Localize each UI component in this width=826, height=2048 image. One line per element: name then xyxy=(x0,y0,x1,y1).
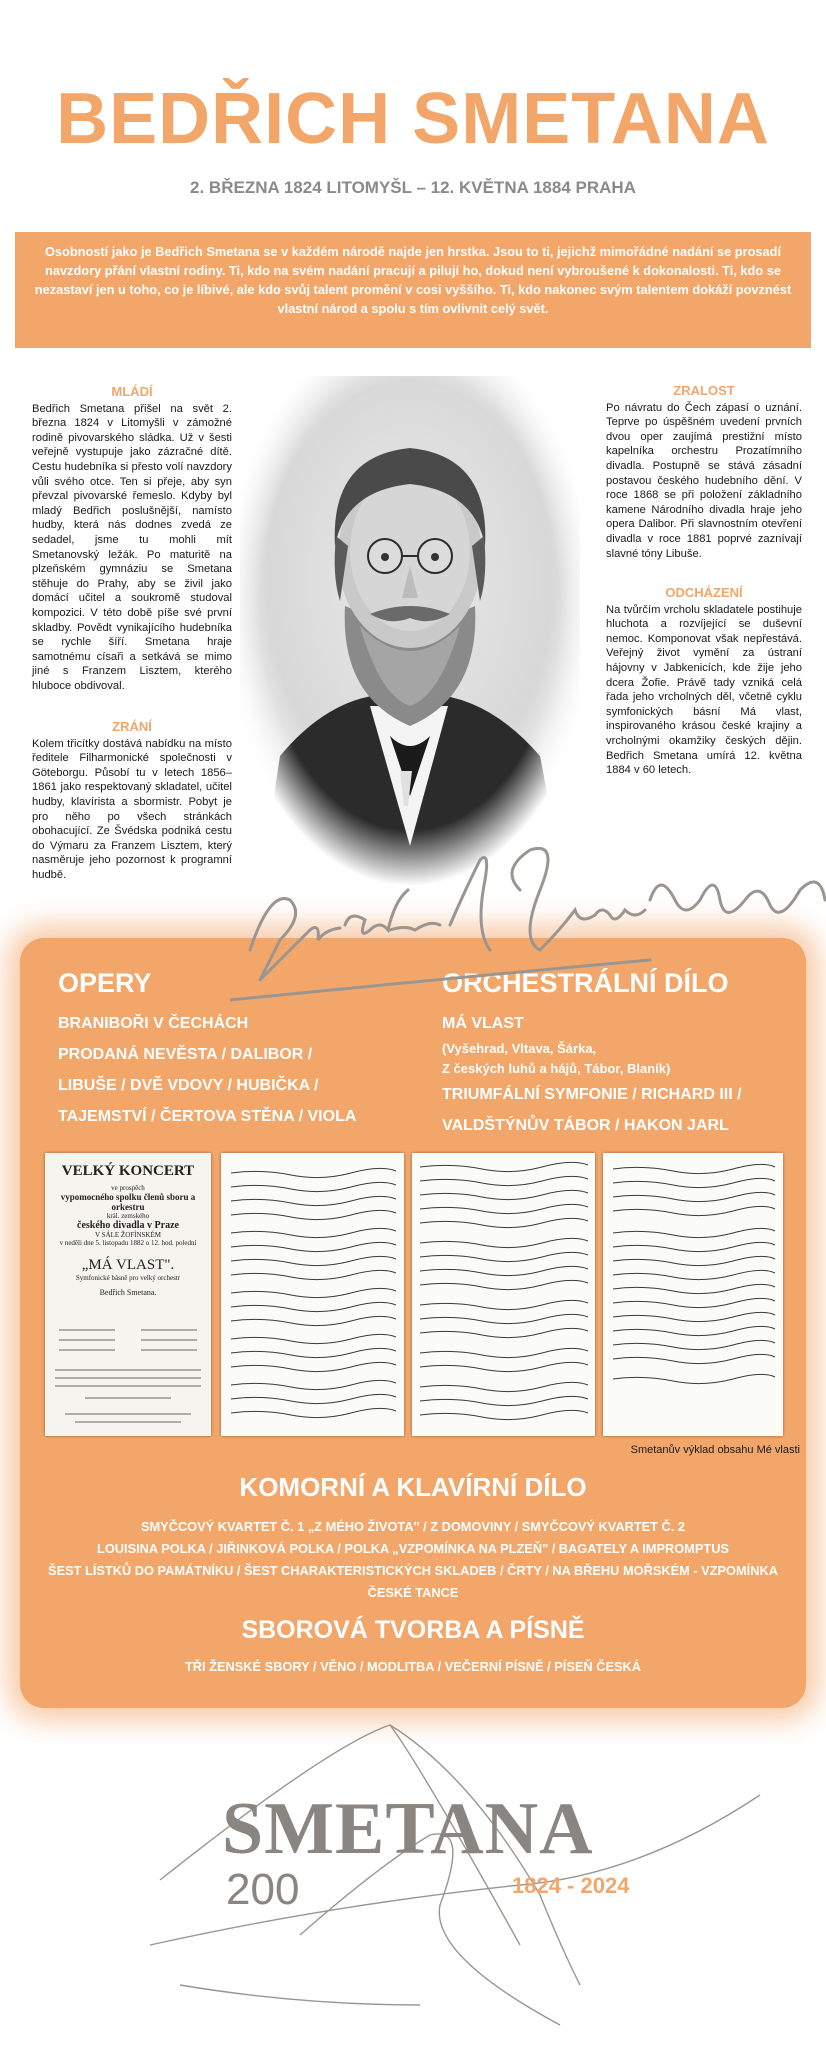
odchazeni-heading: ODCHÁZENÍ xyxy=(665,585,743,600)
poster-line: vypomocného spolku členů sboru a orkestru xyxy=(60,1192,196,1212)
opery-line: BRANIBOŘI V ČECHÁCH xyxy=(58,1015,249,1032)
orchestral-line: Z českých luhů a hájů, Tábor, Blaník) xyxy=(442,1061,671,1076)
orchestral-heading: ORCHESTRÁLNÍ DÍLO xyxy=(442,968,729,998)
lower-works xyxy=(20,1460,806,1700)
poster-fine-print xyxy=(45,1318,211,1436)
komorni-line: ČESKÉ TANCE xyxy=(367,1585,459,1600)
poster-line: ve prospěch xyxy=(111,1184,145,1192)
orchestral-line: TRIUMFÁLNÍ SYMFONIE / RICHARD III / xyxy=(442,1086,742,1103)
section-mladi xyxy=(32,385,232,693)
komorni-heading: KOMORNÍ A KLAVÍRNÍ DÍLO xyxy=(239,1472,587,1502)
poster-line: v neděli dne 5. listopadu 1882 o 12. hod. polední xyxy=(59,1239,197,1247)
sborova-heading: SBOROVÁ TVORBA A PÍSNĚ xyxy=(241,1616,585,1644)
opery-line: PRODANÁ NEVĚSTA / DALIBOR / xyxy=(58,1046,313,1063)
logo-years: 1824 - 2024 xyxy=(512,1873,630,1898)
orchestral-list xyxy=(442,1008,742,1141)
smetana-signature xyxy=(230,830,826,1010)
logo-word: SMETANA xyxy=(222,1788,594,1870)
komorni-line: SMYČCOVÝ KVARTET Č. 1 „Z MÉHO ŽIVOTA" / Z DOMOVINY / SMYČCOVÝ KVARTET Č. 2 xyxy=(140,1519,686,1534)
smetana-portrait xyxy=(240,376,580,886)
page-title: BEDŘICH SMETANA xyxy=(56,79,770,159)
mladi-text: Bedřich Smetana přišel na svět 2. března 1824 v Litomyšli v zámožné rodině pivovarského sládka. Už v šesti veřejně vystupuje jako zázračné dítě. Cestu hudebníka si přesto volí navzdory vůli svého otce. Ten si přeje, aby syn převzal pivovarské řemeslo. Kdyby byl mladý Bedřich poslušnější, namísto hudby, která nás dodnes zvedá ze sedadel, jsme tu mohli mít Smetanovský ležák. Po maturitě na plzeňském gymnáziu se Smetana stěhuje do Prahy, aby se živil jako domácí učitel a soukromě studoval kompozici. V této době píše své první skladby. Povědt vynikajícího hudebníka se rychle šíří. Smetana hraje samotnému císaři a setkává se mimo jiné s Franzem Lisztem, kterého hluboce obdivoval. xyxy=(32,402,232,692)
zrani-heading: ZRÁNÍ xyxy=(112,719,152,734)
section-odchazeni xyxy=(606,586,802,778)
sborova-line: TŘI ŽENSKÉ SBORY / VĚNO / MODLITBA / VEČERNÍ PÍSNĚ / PÍSEŇ ČESKÁ xyxy=(184,1659,641,1674)
komorni-line: ŠEST LÍSTKŮ DO PAMÁTNÍKU / ŠEST CHARAKTERISTICKÝCH SKLADEB / ČRTY / NA BŘEHU MOŘSKÉM - VZPOMÍNKA xyxy=(48,1563,778,1578)
zrani-text: Kolem třicítky dostává nabídku na místo ředitele Filharmonické společnosti v Göteborgu. Působí tu v letech 1856–1861 jako respektovaný skladatel, učitel hudby, klavírista a sbormistr. Pobyt je pro něho po všech stránkách obohacující. Ze Švédska podniká cestu do Výmaru za Franzem Lisztem, který nasměruje jeho pozornost k programní hudbě. xyxy=(32,737,232,881)
opery-line: TAJEMSTVÍ / ČERTOVA STĚNA / VIOLA xyxy=(58,1108,357,1125)
manuscript-page-3 xyxy=(603,1153,783,1436)
poster-title: VELKÝ KONCERT xyxy=(61,1163,195,1179)
manuscript-caption: Smetanův výklad obsahu Mé vlasti xyxy=(630,1444,800,1456)
logo-number: 200 xyxy=(226,1865,300,1914)
poster-line: českého divadla v Praze xyxy=(77,1220,179,1231)
smetana-200-logo xyxy=(0,1705,826,2048)
logo-lines xyxy=(0,1705,826,2048)
manuscript-page-2 xyxy=(412,1153,595,1436)
life-dates: 2. BŘEZNA 1824 LITOMYŠL – 12. KVĚTNA 1884 PRAHA xyxy=(190,178,636,197)
poster-line: „MÁ VLAST". xyxy=(81,1257,175,1273)
manuscript-page-1 xyxy=(221,1153,404,1436)
mladi-heading: MLÁDÍ xyxy=(111,384,153,399)
concert-poster xyxy=(45,1153,211,1436)
opery-list xyxy=(58,1008,356,1132)
poster-line: V SÁLE ŽOFÍNSKÉM xyxy=(95,1231,161,1239)
poster-line: Symfonické básně pro velký orchestr xyxy=(75,1274,181,1282)
section-zrani xyxy=(32,720,232,883)
orchestral-line: (Vyšehrad, Vltava, Šárka, xyxy=(442,1041,597,1056)
poster-line: Bedřich Smetana. xyxy=(99,1288,157,1297)
orchestral-line: VALDŠTÝNŮV TÁBOR / HAKON JARL xyxy=(442,1117,729,1134)
zralost-heading: ZRALOST xyxy=(673,383,735,398)
opery-line: LIBUŠE / DVĚ VDOVY / HUBIČKA / xyxy=(58,1077,319,1094)
odchazeni-text: Na tvůrčím vrcholu skladatele postihuje hluchota a rozvíjející se duševní nemoc. Komponovat však nepřestává. Veřejný život vymění za ústraní hájovny v Jabkenicích, kde žije jeho dcera Žofie. Právě tady vzniká celá řada jeho vrcholných děl, včetně cyklu symfonických básní Má vlast, inspirovaného krásou české krajiny a vrcholnými okamžiky českých dějin. Bedřich Smetana umírá 12. května 1884 v 60 letech. xyxy=(606,603,802,777)
zralost-text: Po návratu do Čech zápasí o uznání. Teprve po úspěšném uvedení prvních dvou oper zaujímá prestižní místo kapelníka orchestru Prozatímního divadla. Postupně se stává zásadní postavou českého hudebního dění. V roce 1868 se při položení základního kamene Národního divadla hraje jeho opera Dalibor. Při slavnostním otevření divadla v roce 1881 poprvé zaznívají slavné tóny Libuše. xyxy=(606,401,802,560)
intro-banner: Osobností jako je Bedřich Smetana se v každém národě najde jen hrstka. Jsou to ti, jejichž mimořádné nadání se prosadí navzdory přání vlastní rodiny. Ti, kdo na svém nadání pracují a pilují ho, dokud není vybroušené k dokonalosti. Ti, kdo se nezastaví jen u toho, co je líbivé, ale kdo svůj talent promění v cosi vyššího. Ti, kdo nakonec svým talentem dokáží povznést vlastní národ a spolu s tím ovlivnit celý svět. xyxy=(15,232,811,348)
orchestral-line: MÁ VLAST xyxy=(442,1015,524,1032)
komorni-line: LOUISINA POLKA / JIŘINKOVÁ POLKA / POLKA „VZPOMÍNKA NA PLZEŇ" / BAGATELY A IMPROMPTUS xyxy=(97,1541,729,1556)
opery-heading: OPERY xyxy=(58,968,152,998)
poster-line: král. zemského xyxy=(106,1212,150,1220)
section-zralost xyxy=(606,384,802,561)
